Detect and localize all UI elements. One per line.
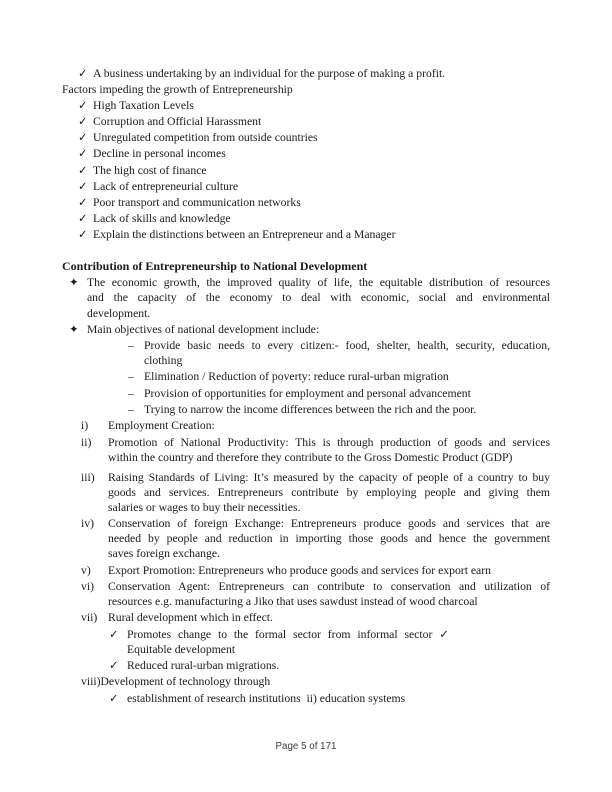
dash-bullet-item xyxy=(62,338,550,368)
checkmark-icon: ✓ xyxy=(78,227,88,241)
text-line: Reduced rural-urban migrations. xyxy=(127,659,280,672)
star-bullet-item xyxy=(62,322,550,337)
check-list-item xyxy=(62,195,550,211)
check-list-item xyxy=(62,130,550,146)
text-line: Export Promotion: Entrepreneurs who produce goods and services for export earn xyxy=(108,563,491,577)
numbered-item-label: i) xyxy=(81,419,89,433)
numbered-item-label: vi) xyxy=(81,579,94,593)
checkmark-icon: ✓ xyxy=(78,131,88,145)
dash-item-text xyxy=(144,338,550,368)
sub-check-text xyxy=(127,691,550,706)
text-line: Development of technology through xyxy=(100,675,271,689)
numbered-item xyxy=(62,563,550,578)
checkmark-icon: ✓ xyxy=(78,99,88,113)
text-line: Equitable development xyxy=(127,642,236,656)
numbered-item-text xyxy=(108,579,550,609)
sub-check-item xyxy=(62,627,550,657)
check-list-item xyxy=(62,114,550,130)
dash-item-text xyxy=(144,402,550,417)
check-item-text: The high cost of finance xyxy=(93,163,207,177)
check-item-text: Lack of skills and knowledge xyxy=(93,211,231,225)
text-line: needed by people and reduction in importing those goods and hence the government xyxy=(108,532,550,546)
numbered-item-label: iv) xyxy=(81,517,94,531)
check-list-item xyxy=(62,66,550,82)
dash-bullet-item xyxy=(62,369,550,384)
numbered-item-text xyxy=(100,674,550,689)
text-line: Conservation of foreign Exchange: Entrepreneurs produce goods and services that are xyxy=(108,517,550,531)
checkmark-icon: ✓ xyxy=(78,67,88,80)
dash-bullet-icon: – xyxy=(128,339,134,353)
numbered-item xyxy=(62,610,550,625)
checkmark-icon: ✓ xyxy=(109,627,119,641)
text-line: clothing xyxy=(144,354,183,368)
check-list-item xyxy=(62,179,550,195)
sub-check-text xyxy=(127,627,449,657)
dash-bullet-item xyxy=(62,386,550,401)
text-line: Promotion of National Productivity: This is through production of goods and services xyxy=(108,435,550,449)
text-line: and the capacity of the economy to deal with economic, social and environmental xyxy=(87,291,550,305)
check-list-item xyxy=(62,163,550,179)
sub-check-item xyxy=(62,658,550,673)
numbered-item-text xyxy=(108,563,550,578)
text-line: Elimination / Reduction of poverty: reduce rural-urban migration xyxy=(144,370,449,384)
numbered-item xyxy=(62,674,550,689)
check-item-text: A business undertaking by an individual for the purpose of making a profit. xyxy=(93,67,446,80)
numbered-item-label: vii) xyxy=(81,611,98,625)
numbered-item xyxy=(62,418,550,433)
check-list-item xyxy=(62,146,550,162)
check-item-text: Poor transport and communication networks xyxy=(93,195,301,209)
body-paragraph: Factors impeding the growth of Entrepreneurship xyxy=(62,83,293,97)
numbered-item xyxy=(62,470,550,515)
numbered-item xyxy=(62,516,550,561)
star-bullet-icon: ✦ xyxy=(69,276,79,290)
text-line: development. xyxy=(87,306,151,320)
star-bullet-icon: ✦ xyxy=(69,322,79,336)
dash-item-text xyxy=(144,386,550,401)
check-item-text: Explain the distinctions between an Entrepreneur and a Manager xyxy=(93,227,396,241)
text-line: Main objectives of national development include: xyxy=(87,322,320,336)
text-line: Provide basic needs to every citizen:- food, shelter, health, security, education, xyxy=(144,339,550,353)
check-list-item xyxy=(62,211,550,227)
section-heading: Contribution of Entrepreneurship to National Development xyxy=(62,259,368,274)
sub-check-text xyxy=(127,658,550,673)
dash-item-text xyxy=(144,369,550,384)
checkmark-icon: ✓ xyxy=(78,147,88,161)
numbered-item-text xyxy=(108,516,550,561)
text-line: establishment of research institutions ii) education systems xyxy=(127,691,406,705)
text-line: Trying to narrow the income differences between the rich and the poor. xyxy=(144,403,477,416)
star-item-text xyxy=(87,275,550,320)
check-item-text: Corruption and Official Harassment xyxy=(93,115,262,129)
checkmark-icon: ✓ xyxy=(78,163,88,177)
text-line: goods and services. Entrepreneurs contribute by employing people and giving them xyxy=(108,485,550,499)
numbered-item-text xyxy=(108,610,550,625)
text-line: saves foreign exchange. xyxy=(108,547,220,561)
text-line: Promotes change to the formal sector from informal sector ✓ xyxy=(127,627,449,641)
sub-check-item xyxy=(62,691,550,706)
content-area xyxy=(62,66,550,707)
dash-bullet-icon: – xyxy=(128,370,134,384)
check-item-text: Lack of entrepreneurial culture xyxy=(93,179,239,193)
dash-bullet-item xyxy=(62,402,550,417)
text-line: Rural development which in effect. xyxy=(108,611,273,625)
check-list-item xyxy=(62,227,550,243)
numbered-item-label: viii) xyxy=(81,675,101,689)
text-line: salaries or wages to buy their necessities. xyxy=(108,500,301,514)
checkmark-icon: ✓ xyxy=(78,211,88,225)
star-bullet-item xyxy=(62,275,550,320)
text-line: Provision of opportunities for employment and personal advancement xyxy=(144,386,471,400)
numbered-item-label: ii) xyxy=(81,435,92,449)
page-footer: Page 5 of 171 xyxy=(275,741,337,752)
text-line: resources e.g. manufacturing a Jiko that uses sawdust instead of wood charcoal xyxy=(108,595,478,609)
text-line: within the country and therefore they contribute to the Gross Domestic Product (GDP) xyxy=(108,450,513,464)
checkmark-icon: ✓ xyxy=(109,691,119,705)
numbered-item xyxy=(62,579,550,609)
dash-bullet-icon: – xyxy=(128,386,134,400)
numbered-item-label: iii) xyxy=(81,470,95,484)
text-line: Conservation Agent: Entrepreneurs can contribute to conservation and utilization of xyxy=(108,579,550,593)
checkmark-icon: ✓ xyxy=(78,115,88,129)
text-line: Employment Creation: xyxy=(108,419,215,433)
numbered-item-label: v) xyxy=(81,563,91,577)
checkmark-icon: ✓ xyxy=(78,179,88,193)
check-list-item xyxy=(62,98,550,114)
text-line: Raising Standards of Living: It’s measured by the capacity of people of a country to buy xyxy=(108,470,550,484)
check-item-text: Unregulated competition from outside countries xyxy=(93,131,318,145)
numbered-item-text xyxy=(108,418,550,433)
checkmark-icon: ✓ xyxy=(78,195,88,209)
check-item-text: Decline in personal incomes xyxy=(93,147,226,161)
numbered-item-text xyxy=(108,435,550,465)
numbered-item xyxy=(62,435,550,465)
check-item-text: High Taxation Levels xyxy=(93,99,194,113)
checkmark-icon: ✓ xyxy=(109,659,119,672)
dash-bullet-icon: – xyxy=(128,403,134,416)
text-line: The economic growth, the improved quality of life, the equitable distribution of resources xyxy=(87,276,550,290)
numbered-item-text xyxy=(108,470,550,515)
star-item-text xyxy=(87,322,550,337)
